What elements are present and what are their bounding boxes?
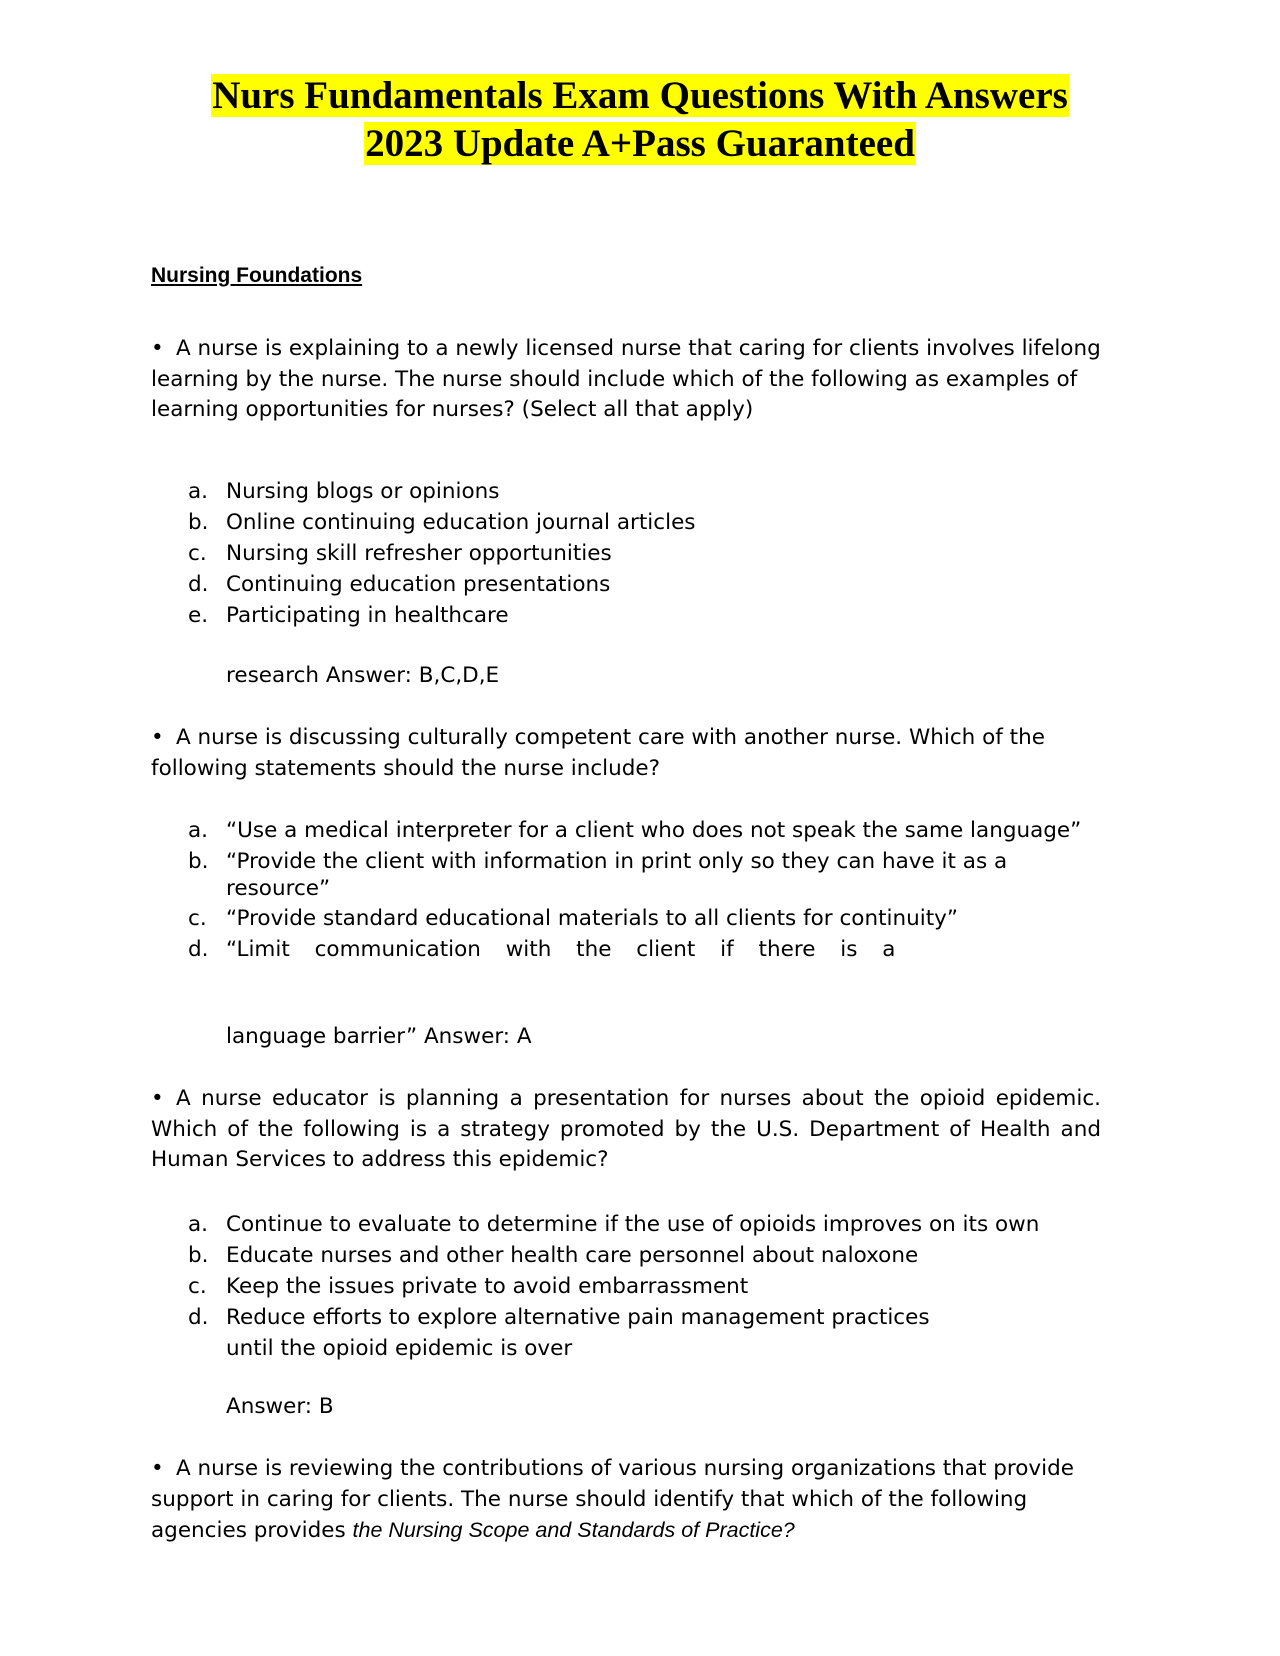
option-item: a. “Use a medical interpreter for a client who does not speak the same language” [188,818,1082,843]
question-4-italic-text: the Nursing Scope and Standards of Practice? [352,1518,795,1542]
question-2-options [151,817,1101,966]
option-item: d. “Limit communication with the client if there is a [188,936,896,962]
question-1 [151,334,1101,426]
question-1-answer: research Answer: B,C,D,E [226,663,500,688]
question-2 [151,723,1101,784]
title-line-2: 2023 Update A+Pass Guaranteed [365,122,915,165]
question-3-text: A nurse educator is planning a presentation for nurses about the opioid epidemic. Which of the following is a strategy promoted by the U.S. Department of Health and Human Services to address this epidemic? [151,1086,1101,1172]
question-3-options [151,1209,1101,1364]
option-item: c. “Provide standard educational materials to all clients for continuity” [188,906,959,931]
option-item: b. “Provide the client with information in print only so they can have it as a resource” [188,848,1008,901]
title-line-1: Nurs Fundamentals Exam Questions With Answers [212,74,1068,117]
option-item: b. Educate nurses and other health care personnel about naloxone [188,1243,919,1268]
bullet-icon: • [151,1456,164,1481]
question-2-answer: language barrier” Answer: A [226,1024,532,1049]
bullet-icon: • [151,1086,164,1111]
question-1-text: A nurse is explaining to a newly licensed nurse that caring for clients involves lifelong learning by the nurse. The nurse should include which of the following as examples of learning opportunities for nurses? (Select all that apply) [151,336,1101,422]
option-item: c. Nursing skill refresher opportunities [188,541,612,566]
section-heading: Nursing Foundations [151,264,363,287]
bullet-icon: • [151,725,164,750]
question-1-options [151,476,1101,631]
option-item: b. Online continuing education journal articles [188,510,696,535]
option-item: a. Continue to evaluate to determine if the use of opioids improves on its own [188,1212,1040,1237]
question-2-text: A nurse is discussing culturally competent care with another nurse. Which of the following statements should the nurse include? [151,725,1045,781]
option-item: c. Keep the issues private to avoid embarrassment [188,1274,749,1299]
option-item: a. Nursing blogs or opinions [188,479,500,504]
document-title [0,72,1280,168]
bullet-icon: • [151,336,164,361]
question-3-answer: Answer: B [226,1394,334,1419]
question-4 [151,1454,1101,1547]
question-3 [151,1084,1101,1176]
option-item: e. Participating in healthcare [188,603,509,628]
option-item: d. Continuing education presentations [188,572,611,597]
question-4-text: A nurse is reviewing the contributions of various nursing organizations that provide support in caring for clients. The nurse should identify that which of the following agencies provides [151,1456,1074,1543]
option-item: d. Reduce efforts to explore alternative pain management practices until the opioid epidemic is over [188,1305,930,1361]
